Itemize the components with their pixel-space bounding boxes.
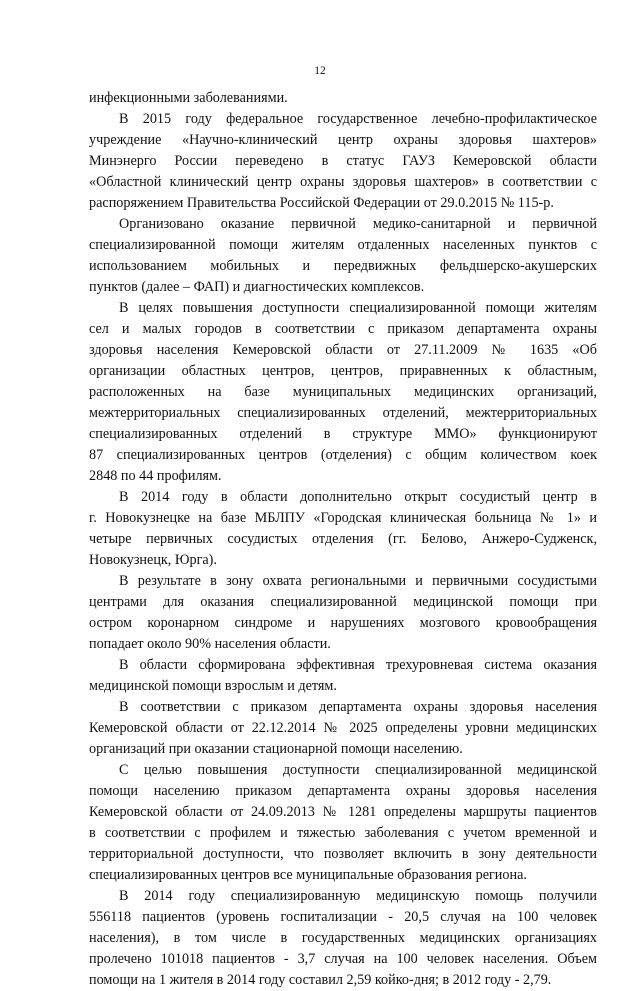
text-line: медицинской помощи взрослым и детям. [89,678,337,694]
text-line: остром коронарном синдроме и нарушениях мозгового кровообращения [89,615,597,631]
paragraph [89,298,597,487]
text-line: С целью повышения доступности специализированной медицинской [119,762,597,778]
text-line: центрами для оказания специализированной медицинской помощи при [89,594,597,610]
text-line: В 2015 году федеральное государственное лечебно-профилактическое [119,111,597,127]
text-line: В 2014 году в области дополнительно открыт сосудистый центр в [119,489,597,505]
text-line: г. Новокузнецке на базе МБЛПУ «Городская клиническая больница № 1» и [89,510,597,526]
text-line: В целях повышения доступности специализированной помощи жителям [119,300,597,316]
text-line: здоровья населения Кемеровской области от 27.11.2009 № 1635 «Об [89,342,597,358]
text-line: специализированных отделений в структуре ММО» функционируют [89,426,597,442]
text-line: 87 специализированных центров (отделения) с общим количеством коек [89,447,597,463]
text-line: в соответствии с профилем и тяжестью заболевания с учетом временной и [89,825,597,841]
text-line: «Областной клинический центр охраны здоровья шахтеров» в соответствии с [89,174,597,190]
text-line: использованием мобильных и передвижных фельдшерско-акушерских [89,258,597,274]
text-line: четыре первичных сосудистых отделения (гг. Белово, Анжеро-Судженск, [89,531,597,547]
text-line: специализированной помощи жителям отдаленных населенных пунктов с [89,237,597,253]
text-line: 556118 пациентов (уровень госпитализации - 20,5 случая на 100 человек [89,909,597,925]
text-line: населения), в том числе в государственных медицинских организациях [89,930,597,946]
text-line: сел и малых городов в соответствии с приказом департамента охраны [89,321,597,337]
text-line: пунктов (далее – ФАП) и диагностических комплексов. [89,279,425,295]
text-line: Кемеровской области от 22.12.2014 № 2025 определены уровни медицинских [89,720,597,736]
text-line: помощи населению приказом департамента охраны здоровья населения [89,783,597,799]
text-line: Кемеровской области от 24.09.2013 № 1281 определены маршруты пациентов [89,804,597,820]
text-line: организации областных центров, центров, приравненных к областным, [89,363,597,379]
text-line: В результате в зону охвата региональными и первичными сосудистыми [119,573,597,589]
document-body [89,88,597,991]
paragraph [89,109,597,214]
text-line: В 2014 году специализированную медицинскую помощь получили [119,888,597,904]
page-number: 12 [314,65,326,77]
text-line: Минэнерго России переведено в статус ГАУЗ Кемеровской области [89,153,597,169]
paragraph [89,697,597,760]
paragraph [89,214,597,298]
paragraph [89,886,597,991]
text-line: специализированных центров все муниципальные образования региона. [89,867,527,883]
paragraph [89,487,597,571]
text-line: межтерриториальных специализированных отделений, межтерриториальных [89,405,597,421]
text-line: пролечено 101018 пациентов - 3,7 случая на 100 человек населения. Объем [89,951,597,967]
paragraph [89,571,597,655]
text-line: территориальной доступности, что позволяет включить в зону деятельности [89,846,597,862]
text-line: организаций при оказании стационарной помощи населению. [89,741,463,757]
text-line: распоряжением Правительства Российской Федерации от 29.0.2015 № 115-р. [89,195,554,211]
text-line: В соответствии с приказом департамента охраны здоровья населения [119,699,597,715]
text-line: инфекционными заболеваниями. [89,90,288,106]
text-line: Новокузнецк, Юрга). [89,552,217,568]
text-line: учреждение «Научно-клинический центр охраны здоровья шахтеров» [89,132,597,148]
text-line: помощи на 1 жителя в 2014 году составил 2,59 койко-дня; в 2012 году - 2,79. [89,972,552,988]
paragraph [89,655,597,697]
text-line: В области сформирована эффективная трехуровневая система оказания [119,657,597,673]
paragraph [89,88,597,109]
text-line: попадает около 90% населения области. [89,636,331,652]
text-line: Организовано оказание первичной медико-санитарной и первичной [119,216,597,232]
text-line: 2848 по 44 профилям. [89,468,222,484]
text-line: расположенных на базе муниципальных медицинских организаций, [89,384,597,400]
paragraph [89,760,597,886]
